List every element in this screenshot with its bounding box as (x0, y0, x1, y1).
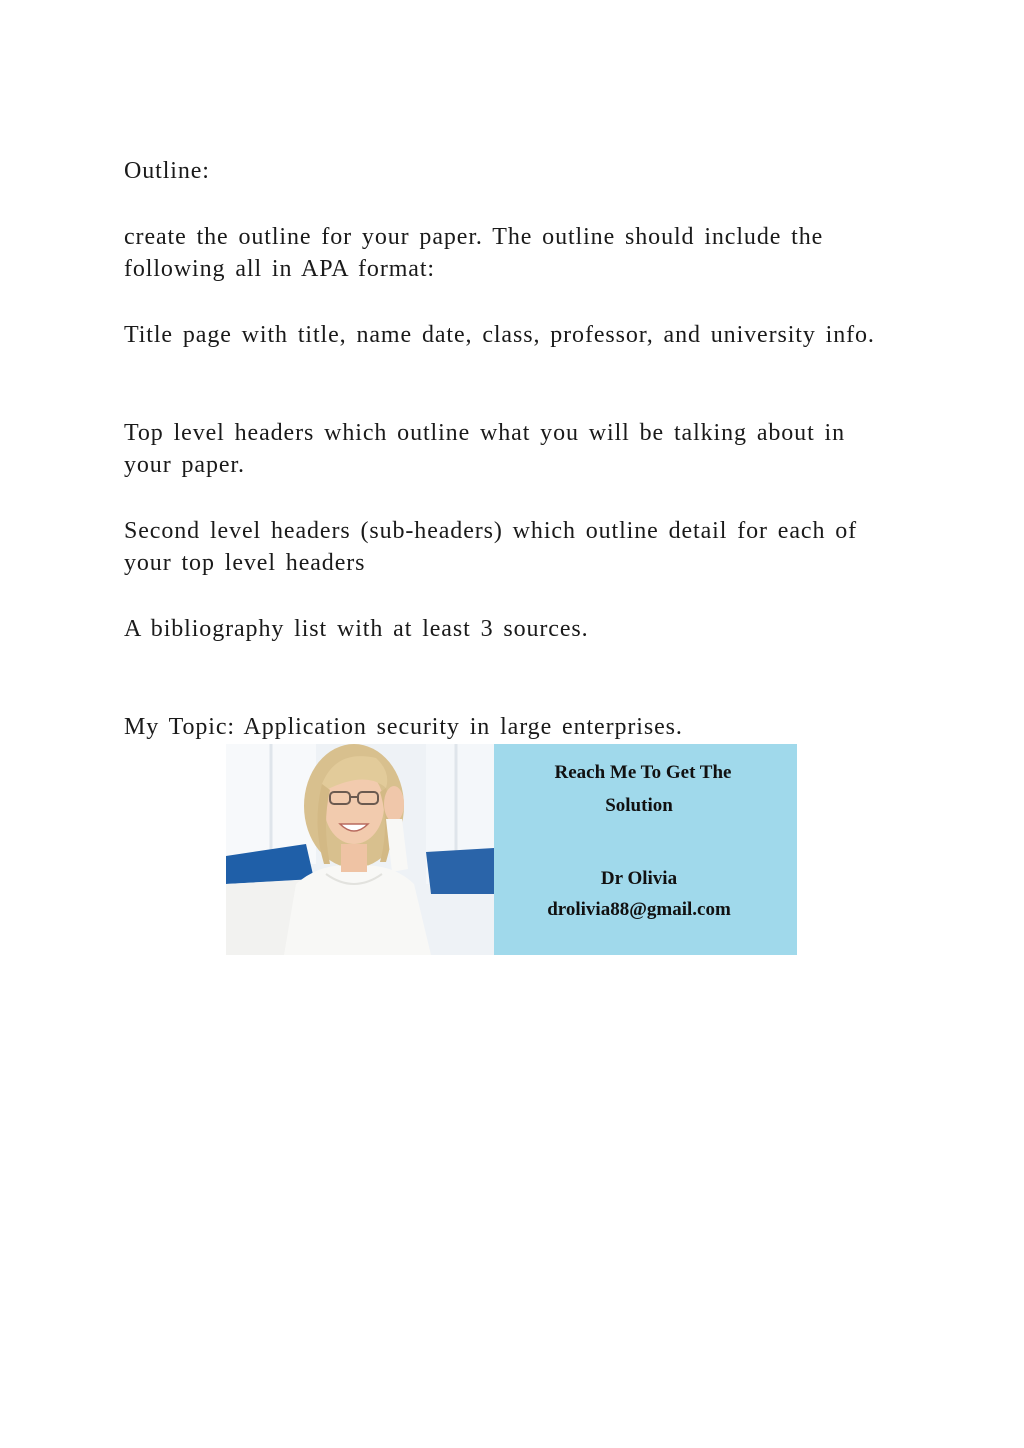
title-page-paragraph: Title page with title, name date, class, professor, and university info. (124, 322, 875, 348)
topic-line: My Topic: Application security in large enterprises. (124, 714, 683, 740)
instruction-paragraph: create the outline for your paper. The outline should include the following all in APA format: (124, 224, 824, 282)
bibliography-paragraph: A bibliography list with at least 3 sources. (124, 616, 589, 642)
solution-text: Solution (605, 795, 673, 816)
outline-heading: Outline: (124, 158, 210, 184)
top-level-headers-paragraph: Top level headers which outline what you will be talking about in your paper. (124, 420, 846, 478)
woman-illustration (226, 744, 494, 955)
contact-name: Dr Olivia (600, 868, 678, 889)
contact-panel (494, 744, 797, 955)
woman-photo (226, 744, 494, 955)
reach-me-text: Reach Me To Get The (554, 762, 732, 783)
second-level-headers-paragraph: Second level headers (sub-headers) which outline detail for each of your top level headers (124, 518, 858, 576)
contact-email: drolivia88@gmail.com (547, 899, 731, 920)
contact-banner (226, 744, 797, 955)
